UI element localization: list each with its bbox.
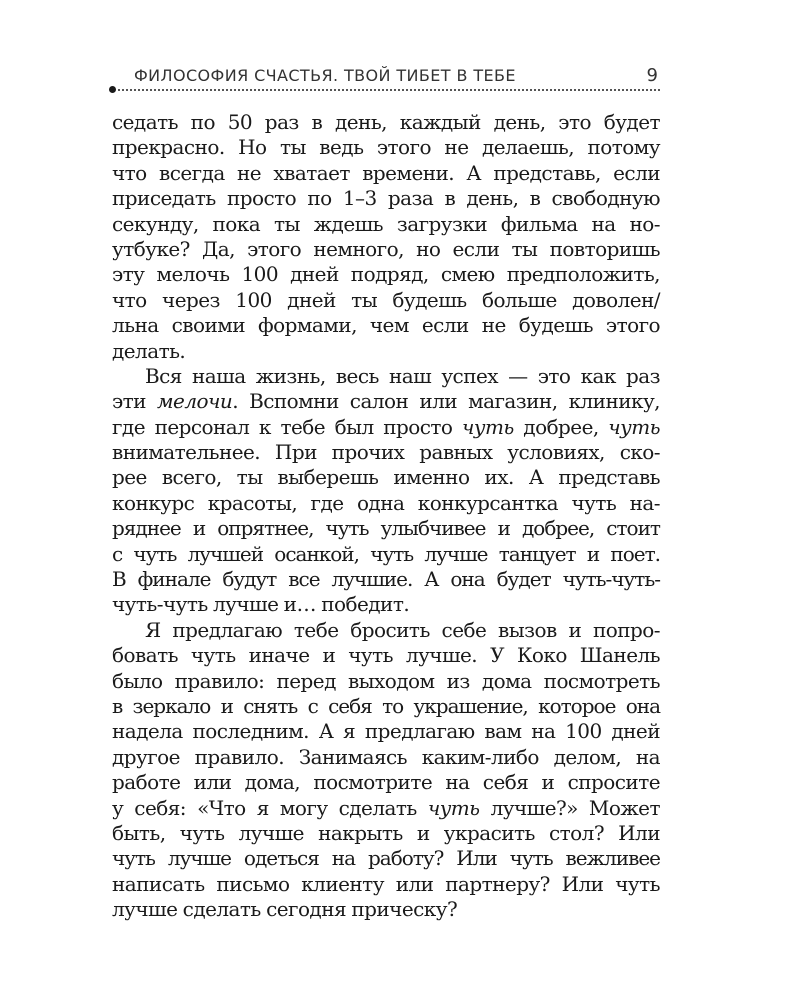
italic-word: чуть xyxy=(427,795,480,820)
text-line: чуть-чуть лучше и… победит. xyxy=(112,592,410,617)
text-line: где персонал к тебе был просто чуть добрее, чуть xyxy=(112,414,660,439)
text-line: другое правило. Занимаясь каким-либо делом, на xyxy=(112,744,660,769)
text-line: утбуке? Да, этого немного, но если ты повторишь xyxy=(112,236,660,261)
body-text xyxy=(112,110,660,923)
text-line: внимательнее. При прочих равных условиях, ско- xyxy=(112,440,660,465)
text-line: эту мелочь 100 дней подряд, смею предположить, xyxy=(112,262,660,287)
text-line: быть, чуть лучше накрыть и украсить стол? Или xyxy=(112,820,660,845)
text-line: приседать просто по 1–3 раза в день, в свободную xyxy=(112,186,660,211)
text-line: в зеркало и снять с себя то украшение, которое она xyxy=(112,693,660,718)
text-line: было правило: перед выходом из дома посмотреть xyxy=(112,668,660,693)
text-line: написать письмо клиенту или партнеру? Или чуть xyxy=(112,871,660,896)
text-line: конкурс красоты, где одна конкурсантка чуть на- xyxy=(112,490,660,515)
text-line: ряднее и опрятнее, чуть улыбчивее и добрее, стоит xyxy=(112,516,660,541)
text-line: что всегда не хватает времени. А представь, если xyxy=(112,160,660,185)
text-line: что через 100 дней ты будешь больше доволен/ xyxy=(112,287,660,312)
text-line: рее всего, ты выберешь именно их. А представь xyxy=(112,465,660,490)
text-line: Я предлагаю тебе бросить себе вызов и попро- xyxy=(145,617,660,642)
text-line: надела последним. А я предлагаю вам на 100 дней xyxy=(112,719,660,744)
header-dotted-rule xyxy=(118,89,660,91)
text-line: секунду, пока ты ждешь загрузки фильма на но- xyxy=(112,211,660,236)
text-line: эти мелочи. Вспомни салон или магазин, клинику, xyxy=(112,389,660,414)
text-line: Вся наша жизнь, весь наш успех — это как раз xyxy=(145,363,660,388)
page-number: 9 xyxy=(646,65,658,86)
text-line: седать по 50 раз в день, каждый день, это будет xyxy=(112,110,660,134)
text-line: бовать чуть иначе и чуть лучше. У Коко Шанель xyxy=(112,643,660,668)
header-rule-bullet xyxy=(109,86,116,93)
running-title: ФИЛОСОФИЯ СЧАСТЬЯ. ТВОЙ ТИБЕТ В ТЕБЕ xyxy=(134,66,516,85)
text-line: прекрасно. Но ты ведь этого не делаешь, потому xyxy=(112,135,660,160)
italic-word: чуть xyxy=(608,414,660,439)
text-line: лучше сделать сегодня прическу? xyxy=(112,897,458,922)
italic-word: чуть xyxy=(462,414,514,439)
running-head xyxy=(112,64,660,88)
italic-word: мелочи xyxy=(157,389,233,414)
text-line: у себя: «Что я могу сделать чуть лучше?» Может xyxy=(112,795,660,820)
text-line: с чуть лучшей осанкой, чуть лучше танцует и поет. xyxy=(112,541,660,566)
text-line: чуть лучше одеться на работу? Или чуть вежливее xyxy=(112,846,660,871)
text-line: льна своими формами, чем если не будешь этого xyxy=(112,313,660,338)
text-line: делать. xyxy=(112,338,186,363)
text-line: В финале будут все лучшие. А она будет чуть-чуть- xyxy=(112,567,660,592)
text-line: работе или дома, посмотрите на себя и спросите xyxy=(112,770,660,795)
